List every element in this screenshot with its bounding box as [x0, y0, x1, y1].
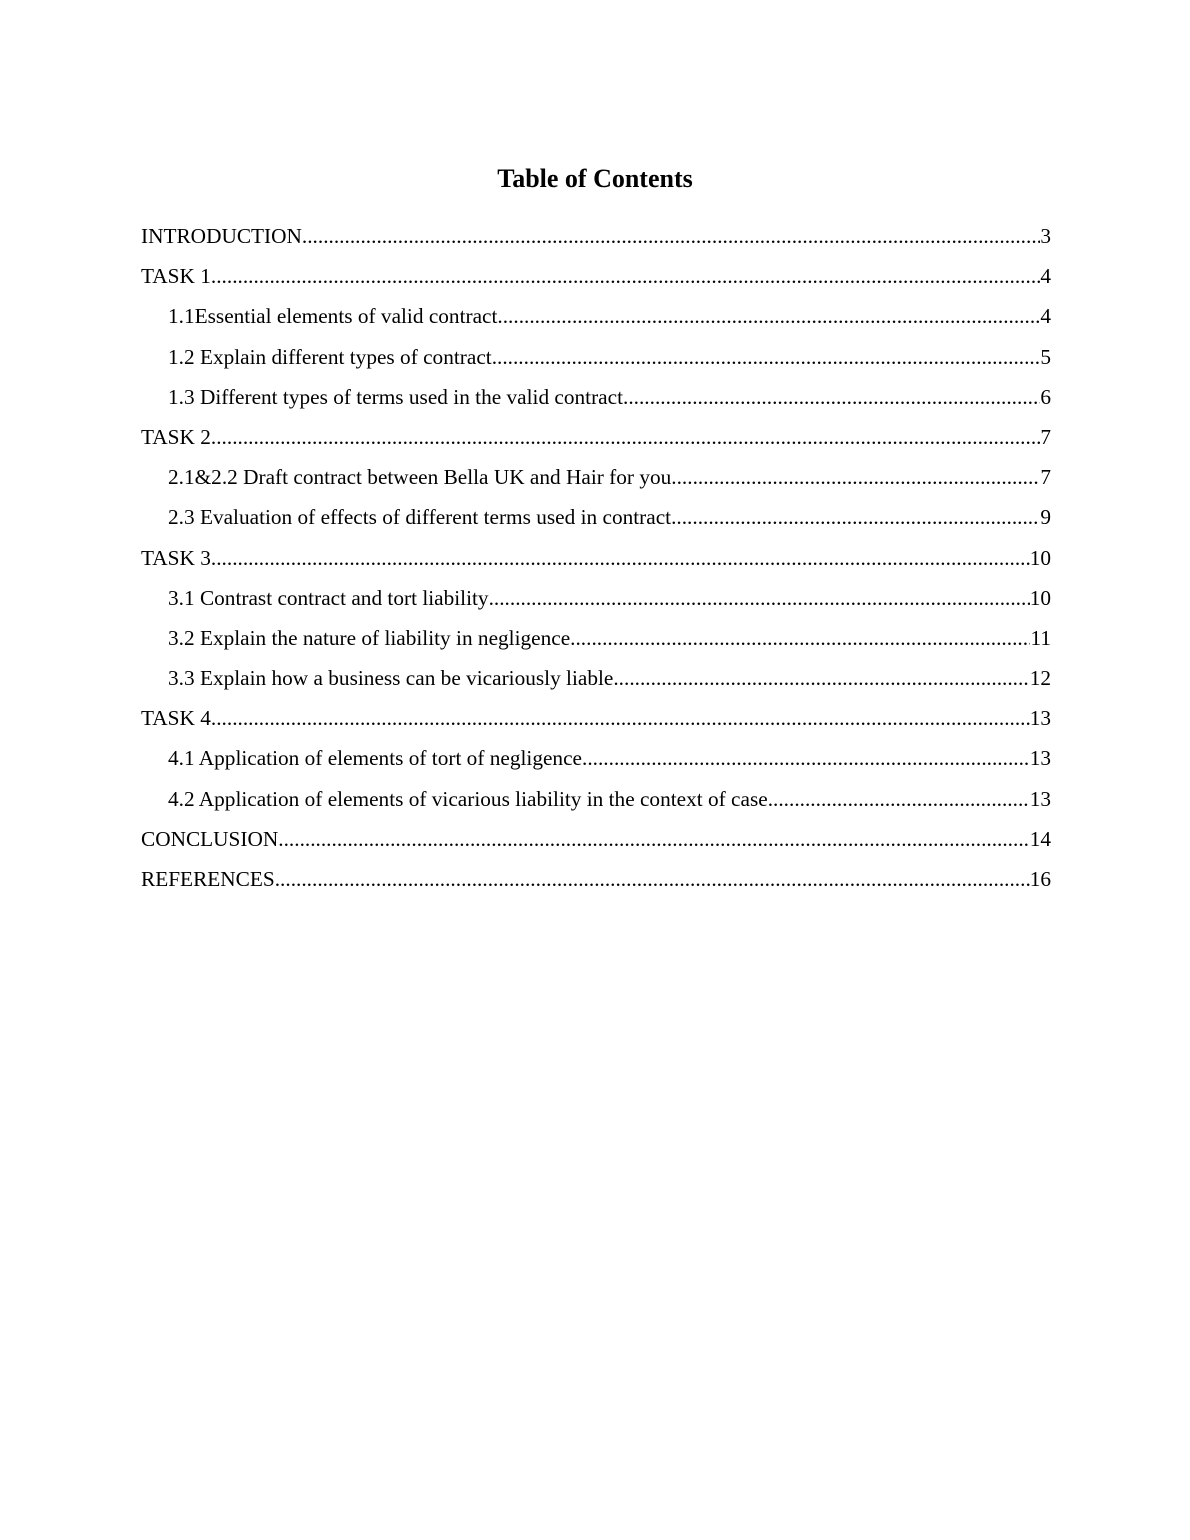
toc-entry-text: 2.3 Evaluation of effects of different terms used in contract	[168, 505, 672, 530]
toc-entry-text: TASK 3	[141, 545, 211, 570]
toc-dot-leader	[302, 220, 1040, 252]
toc-entry-text: REFERENCES	[141, 867, 275, 891]
toc-dot-leader	[211, 260, 1040, 292]
toc-dot-leader	[671, 501, 1040, 533]
toc-dot-leader	[768, 783, 1030, 815]
toc-entry-page-number: 4	[1040, 304, 1051, 329]
toc-entry[interactable]	[141, 582, 1051, 622]
toc-entry-text: 2.1&2.2 Draft contract between Bella UK and Hair for you	[168, 465, 672, 490]
toc-dot-leader	[489, 582, 1030, 614]
toc-entry-page-number: 14	[1029, 826, 1051, 851]
toc-entry-page-number: 13	[1029, 786, 1051, 811]
toc-dot-leader	[570, 622, 1030, 654]
toc-dot-leader	[492, 341, 1041, 373]
toc-dot-leader	[278, 823, 1029, 855]
toc-entry-text: 4.2 Application of elements of vicarious liability in the context of case	[168, 786, 768, 811]
toc-entry-text: 1.3 Different types of terms used in the valid contract	[168, 384, 623, 409]
toc-entry[interactable]	[141, 260, 1051, 300]
toc-entry[interactable]	[141, 220, 1051, 260]
toc-entry[interactable]	[141, 501, 1051, 541]
toc-entry-page-number: 16	[1029, 867, 1051, 891]
toc-entry-page-number: 4	[1040, 264, 1051, 289]
toc-entry[interactable]	[141, 863, 1051, 903]
toc-dot-leader	[211, 542, 1030, 574]
toc-dot-leader	[497, 300, 1040, 332]
toc-entry[interactable]	[141, 542, 1051, 582]
toc-entry-page-number: 13	[1029, 746, 1051, 771]
toc-entry-text: CONCLUSION	[141, 826, 279, 851]
toc-entry-text: TASK 1	[141, 264, 211, 289]
toc-entry-text: TASK 2	[141, 424, 211, 449]
toc-dot-leader	[613, 662, 1029, 694]
toc-dot-leader	[275, 863, 1030, 895]
toc-entry[interactable]	[141, 341, 1051, 381]
toc-entry[interactable]	[141, 823, 1051, 863]
toc-entry-page-number: 7	[1040, 465, 1051, 490]
toc-entry-page-number: 10	[1029, 545, 1051, 570]
toc-entry-text: 4.1 Application of elements of tort of negligence	[168, 746, 582, 771]
toc-entry-page-number: 5	[1040, 344, 1051, 369]
toc-dot-leader	[671, 461, 1040, 493]
toc-list	[141, 220, 1051, 903]
toc-entry-page-number: 3	[1040, 224, 1051, 248]
toc-dot-leader	[211, 702, 1030, 734]
toc-entry-text: TASK 4	[141, 706, 211, 731]
toc-dot-leader	[211, 421, 1040, 453]
toc-dot-leader	[623, 381, 1040, 413]
toc-entry[interactable]	[141, 742, 1051, 782]
toc-entry-text: INTRODUCTION	[141, 224, 302, 248]
toc-entry-text: 3.3 Explain how a business can be vicariously liable	[168, 666, 614, 691]
toc-entry[interactable]	[141, 421, 1051, 461]
toc-entry[interactable]	[141, 702, 1051, 742]
toc-dot-leader	[582, 742, 1030, 774]
toc-entry[interactable]	[141, 300, 1051, 340]
toc-entry[interactable]	[141, 461, 1051, 501]
toc-entry-page-number: 6	[1040, 384, 1051, 409]
toc-entry[interactable]	[141, 783, 1051, 823]
toc-entry[interactable]	[141, 662, 1051, 702]
toc-title: Table of Contents	[497, 164, 693, 193]
toc-entry-text: 3.2 Explain the nature of liability in negligence	[168, 625, 571, 650]
toc-entry-page-number: 10	[1029, 585, 1051, 610]
toc-entry-page-number: 13	[1029, 706, 1051, 731]
toc-entry-text: 3.1 Contrast contract and tort liability	[168, 585, 489, 610]
toc-entry[interactable]	[141, 381, 1051, 421]
toc-entry-page-number: 11	[1030, 625, 1051, 650]
toc-entry[interactable]	[141, 622, 1051, 662]
toc-entry-text: 1.1Essential elements of valid contract	[168, 304, 498, 329]
toc-entry-page-number: 12	[1029, 666, 1051, 691]
toc-entry-text: 1.2 Explain different types of contract	[168, 344, 492, 369]
toc-entry-page-number: 9	[1040, 505, 1051, 530]
toc-entry-page-number: 7	[1040, 424, 1051, 449]
